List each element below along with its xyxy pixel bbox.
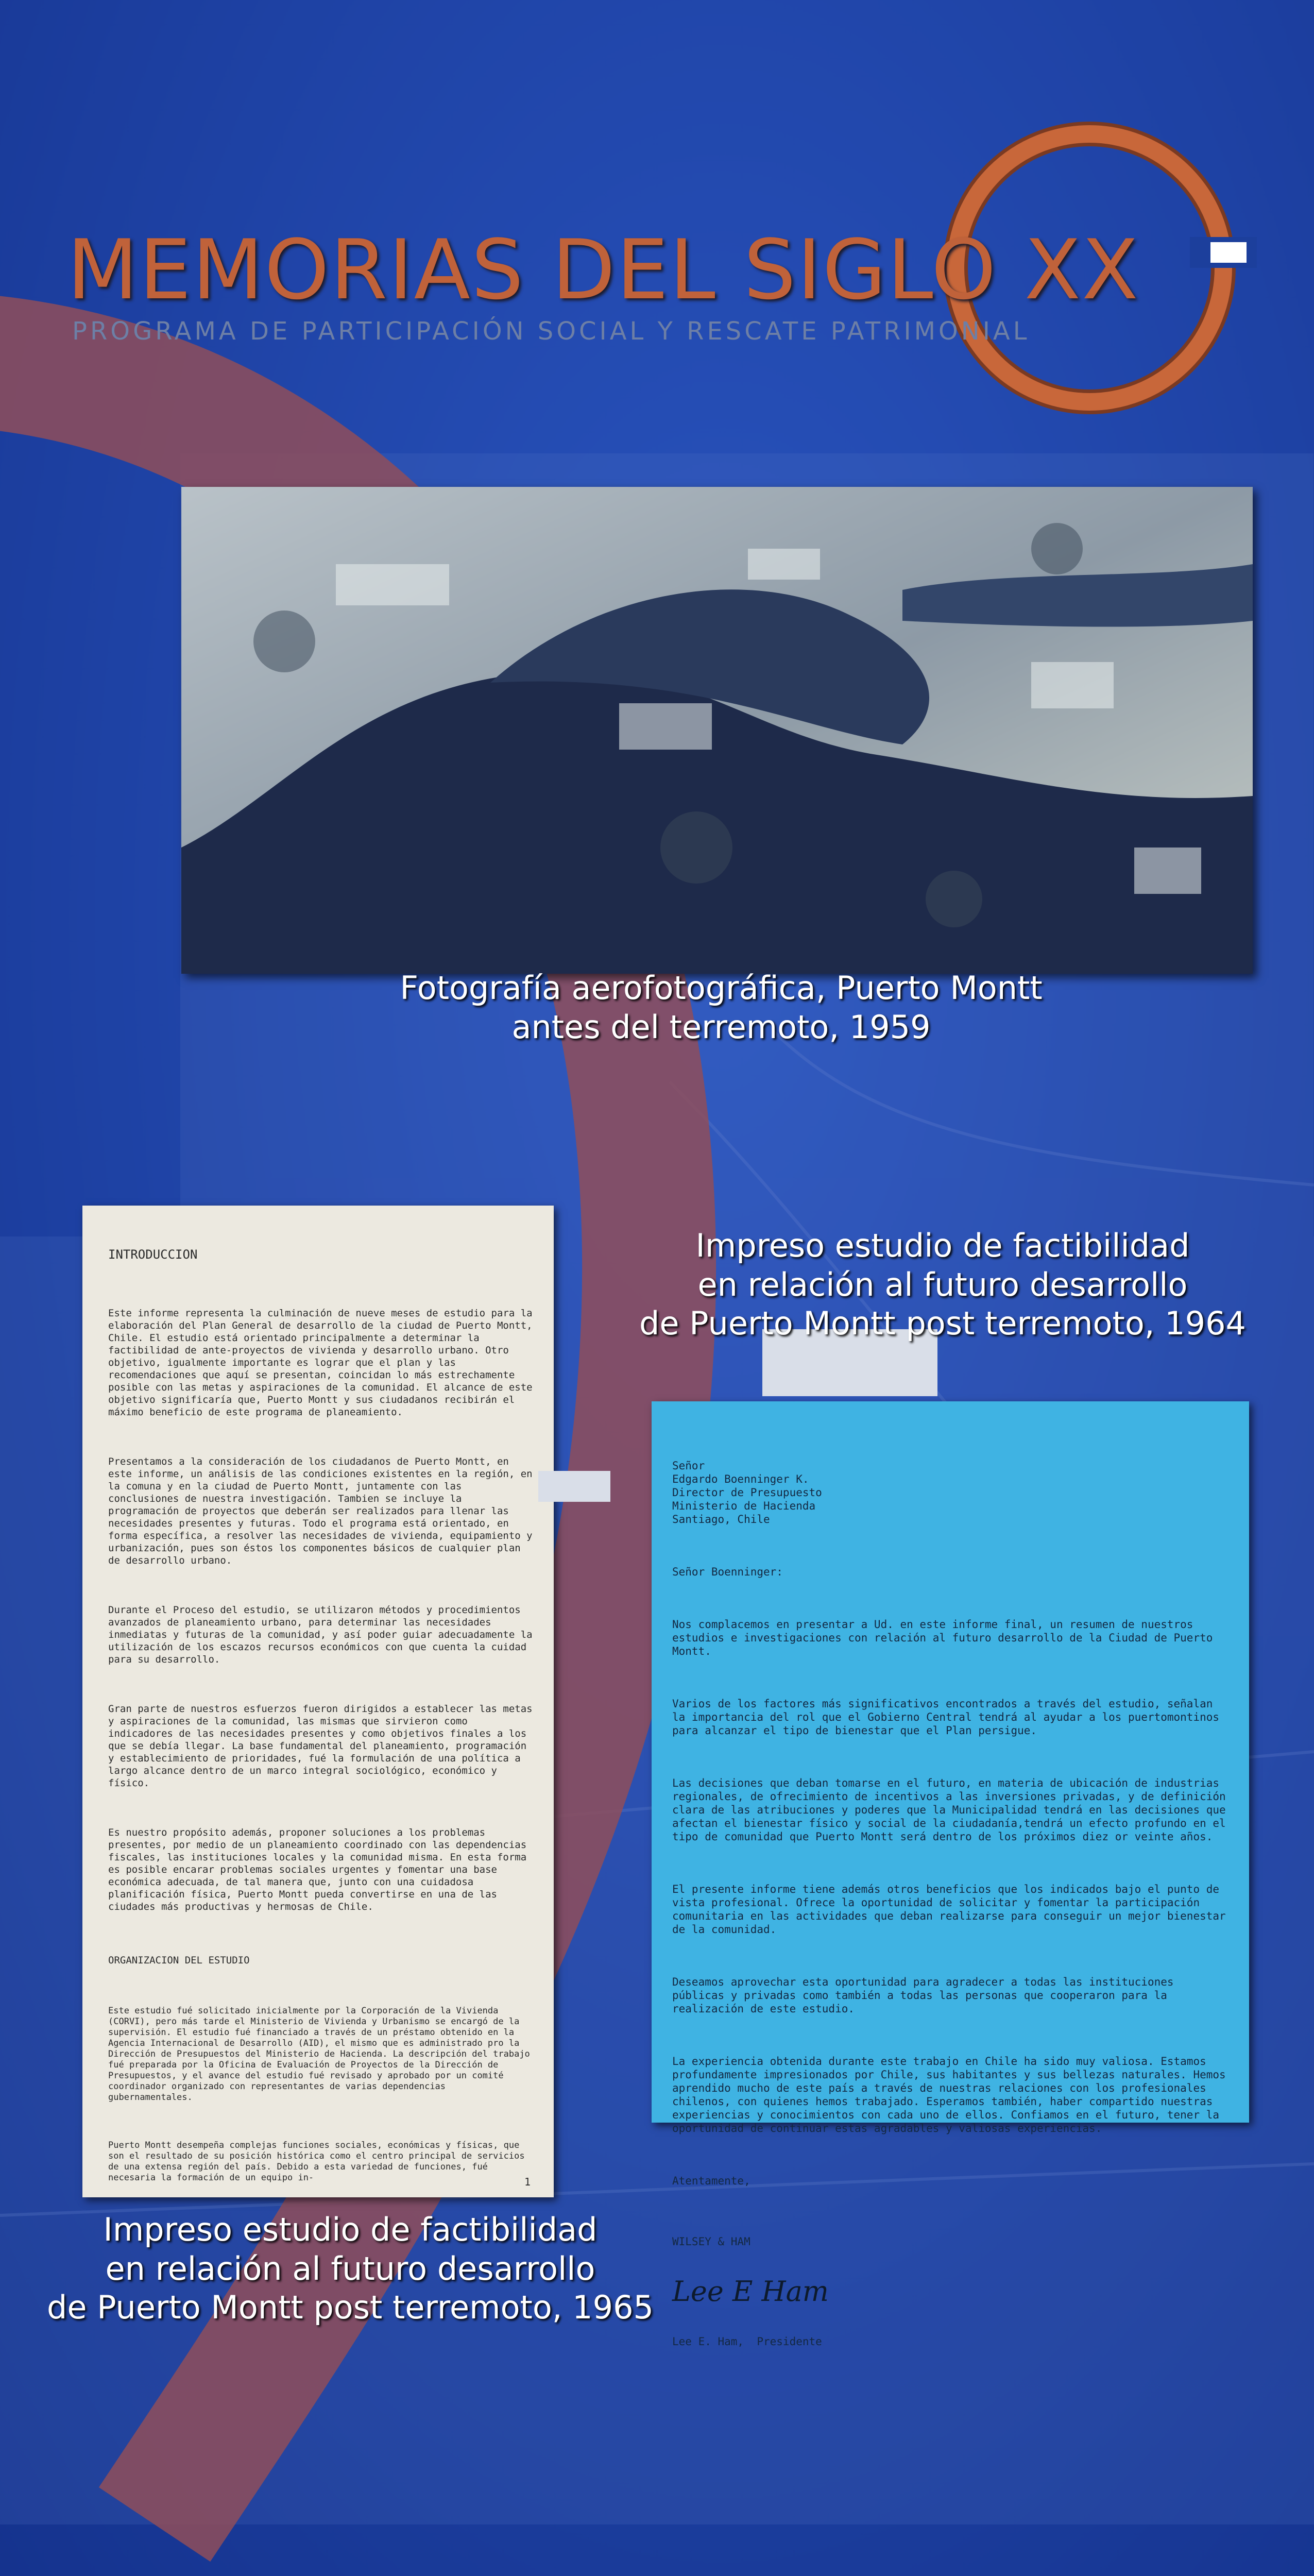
letter-address: Señor Edgardo Boenninger K. Director de Presupuesto Ministerio de Hacienda Santiago, Chile	[672, 1460, 822, 1526]
right-caption-line: de Puerto Montt post terremoto, 1964	[639, 1304, 1246, 1343]
letter-paragraph: Deseamos aprovechar esta oportunidad para agradecer a todas las instituciones públicas y privadas como también a todas las personas que cooperaron para la realización de este estudio.	[672, 1976, 1181, 2015]
aerial-photo	[181, 487, 1253, 974]
organization-heading: ORGANIZACION DEL ESTUDIO	[108, 1955, 250, 1966]
letter-company: WILSEY & HAM	[672, 2235, 750, 2248]
right-caption-line: Impreso estudio de factibilidad	[695, 1227, 1190, 1264]
doc-paragraph: Durante el Proceso del estudio, se utilizaron métodos y procedimientos avanzados de planeamiento urbano, para determinar las necesidades inmediatas y futuras de la comunidad, y así poder guiar adecuadamente la utilización de los escazos recursos económicos con que cuenta la cuidad para su desarrollo.	[108, 1604, 539, 1665]
letter-paragraph: La experiencia obtenida durante este trabajo en Chile ha sido muy valiosa. Estamos profundamente impresionados por Chile, sus habitantes y sus bellezas naturales. Hemos aprendido mucho de este país a través de nuestras relaciones con los profesionales chilenos, con quienes hemos trabajado. Esperamos también, haber compartido nuestras experiencias y conocimientos con cada uno de ellos. Confiamos en el futuro, tener la oportunidad de continuar estas agradables y valiosas experiencias.	[672, 2055, 1233, 2134]
doc-paragraph: Este estudio fué solicitado inicialmente por la Corporación de la Vivienda (CORVI), pero más tarde el Ministerio de Vivienda y Urbanismo se encargó de la supervisión. El estudio fué financiado a través de un préstamo obtenido en la Agencia Internacional de Desarrollo (AID), el mismo que es administrado pro la Dirección de Presupuestos del Ministerio de Hacienda. La descripción del trabajo fué preparada por la Oficina de Evaluación de Proyectos de la Dirección de Presupuestos, y el avance del estudio fué revisado y aprobado por un comité coordinador organizado con representantes de varias dependencias gubernamentales.	[108, 2006, 536, 2103]
left-caption-line: Impreso estudio de factibilidad	[103, 2211, 598, 2248]
poster-subtitle: PROGRAMA DE PARTICIPACIÓN SOCIAL Y RESCATE PATRIMONIAL	[72, 317, 1030, 346]
right-caption-line: en relación al futuro desarrollo	[697, 1265, 1188, 1303]
right-document-caption	[592, 1226, 1293, 1343]
letter-signature: Lee E Ham	[672, 2275, 829, 2308]
doc-paragraph: Es nuestro propósito además, proponer soluciones a los problemas presentes, por medio de un planeamiento coordinado con las dependencias fiscales, las instituciones locales y la comunidad misma. En esta forma es posible encarar problemas sociales urgentes y fomentar una base económica adecuada, de tal manera que, junto con una cuidadosa planificación física, Puerto Montt pueda convertirse en una de las ciudades más productivas y hermosas de Chile.	[108, 1827, 533, 1912]
photo-caption-line: Fotografía aerofotográfica, Puerto Montt	[400, 969, 1043, 1007]
left-caption-line: de Puerto Montt post terremoto, 1965	[47, 2289, 654, 2327]
intro-heading: INTRODUCCION	[108, 1247, 198, 1262]
left-document-page	[82, 1206, 554, 2197]
left-document-caption	[21, 2210, 680, 2327]
poster-title: MEMORIAS DEL SIGLO XX	[67, 222, 1139, 318]
doc-paragraph: Este informe representa la culminación de nueve meses de estudio para la elaboración del Plan General de desarrollo de la ciudad de Puerto Montt, Chile. El estudio está orientado principalmente a determinar la factibilidad de ante-proyectos de vivienda y desarrollo urbano. Otro objetivo, igualmente importante es lograr que el plan y las recomendaciones que aquí se presentan, coincidan lo más estrechamente posible con las metas y aspiraciones de la comunidad. El alcance de este objetivo significaría que, Puerto Montt y sus ciudadanos recibirán el máximo beneficio de este programa de planeamiento.	[108, 1308, 539, 1418]
right-letter-text	[672, 1432, 1231, 2375]
letter-paragraph: Nos complacemos en presentar a Ud. en este informe final, un resumen de nuestros estudios e investigaciones con relación al futuro desarrollo de la Ciudad de Puerto Montt.	[672, 1618, 1220, 1657]
photo-caption	[309, 969, 1133, 1046]
letter-paragraph: Las decisiones que deban tomarse en el futuro, en materia de ubicación de industrias regionales, de ofrecimiento de incentivos a las inversiones privadas, y de definición clara de las atribuciones y poderes que la Municipalidad tendrá en las decisiones que afectan el bienestar físico y social de la ciudadanía,tendrá un efecto profundo en el tipo de comunidad que Puerto Montt será dentro de los próximos diez or veinte años.	[672, 1777, 1233, 1843]
doc-paragraph: Presentamos a la consideración de los ciudadanos de Puerto Montt, en este informe, un análisis de las condiciones existentes en la región, en la comuna y en la ciudad de Puerto Montt, juntamente con las conclusiones de nuestra investigación. Tambien se incluye la programación de proyectos que deberán ser realizados para llenar las necesidades presentes y futuras. Todo el programa está orientado, en forma específica, a resolver las necesidades de vivienda, equipamiento y urbanización, pues son éstos los componentes básicos de cualquier plan de desarrollo urbano.	[108, 1456, 539, 1566]
letter-closing: Atentamente,	[672, 2175, 750, 2187]
doc-paragraph: Puerto Montt desempeña complejas funciones sociales, económicas y físicas, que son el resultado de su posición histórica como el centro principal de servicios de una extensa región del país. Debido a esta variedad de funciones, fué necesaria la formación de un equipo in-	[108, 2140, 530, 2183]
letter-paragraph: El presente informe tiene además otros beneficios que los indicados bajo el punto de vista profesional. Ofrece la oportunidad de solicitar y fomentar la participación comunitaria en las actividades que deban realizarse para conseguir un mejor bienestar de la comunidad.	[672, 1883, 1233, 1936]
photo-caption-line: antes del terremoto, 1959	[511, 1008, 931, 1046]
letter-signer: Lee E. Ham, Presidente	[672, 2335, 822, 2348]
letter-paragraph: Varios de los factores más significativos encontrados a través del estudio, señalan la importancia del rol que el Gobierno Central tendrá al ayudar a los puertomontinos para alcanzar el tipo de bienestar que el Plan persigue.	[672, 1698, 1226, 1737]
doc-paragraph: Gran parte de nuestros esfuerzos fueron dirigidos a establecer las metas y aspiraciones de la comunidad, las mismas que sirvieron como indicadores de las necesidades presentes y como objetivos finales a los que se debía llegar. La base fundamental del planeamiento, programación y establecimiento de prioridades, fué la formulación de una política a largo alcance dentro de un marco integral sociológico, económico y físico.	[108, 1703, 539, 1789]
letter-salutation: Señor Boenninger:	[672, 1566, 783, 1578]
paper-fragment	[538, 1471, 610, 1502]
right-letter-page	[652, 1401, 1249, 2348]
left-caption-line: en relación al futuro desarrollo	[105, 2249, 595, 2287]
page-number: 1	[524, 2176, 531, 2188]
left-document-text	[108, 1224, 539, 2221]
